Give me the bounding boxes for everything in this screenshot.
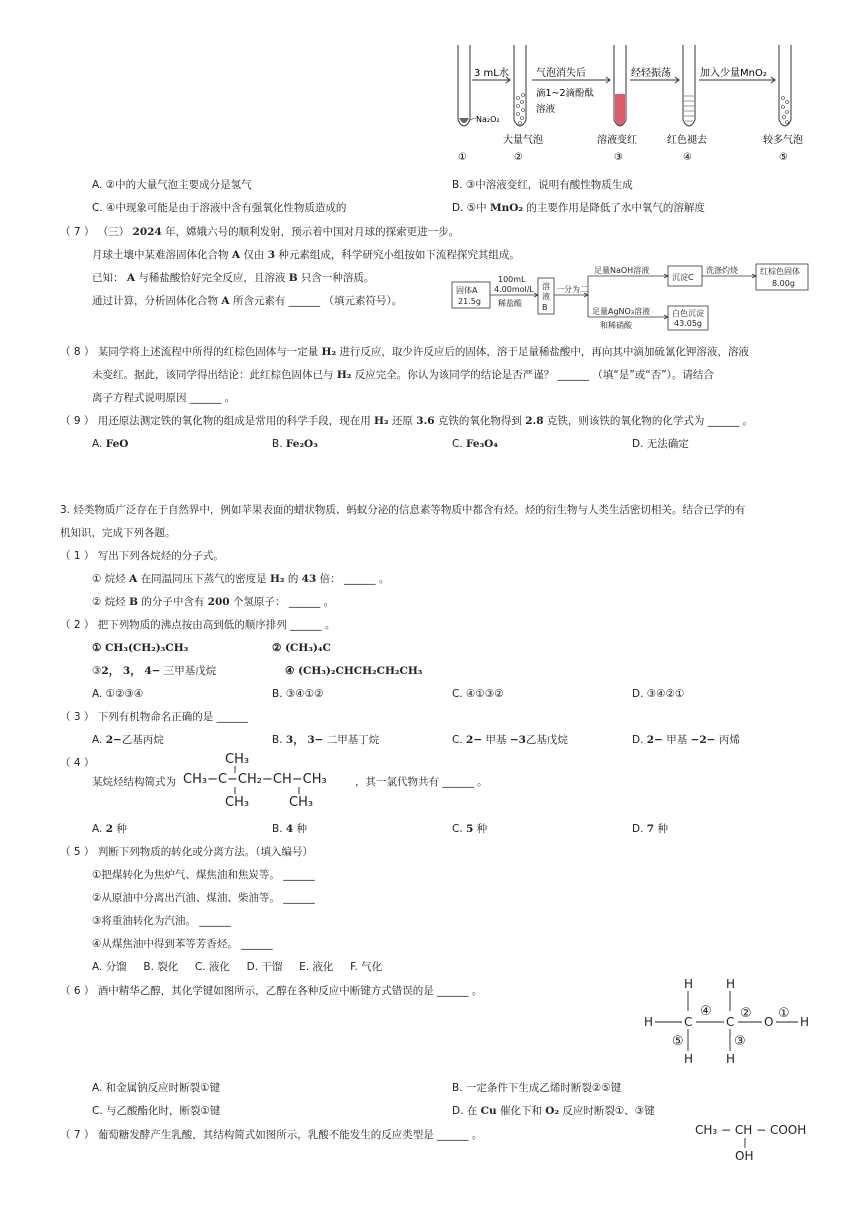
p3-q1: （ 1 ） 写出下列各烷烃的分子式。 (60, 550, 224, 562)
q9-choice-b[interactable]: B. Fe₂O₃ (272, 438, 318, 450)
ethanol-o: O (764, 1015, 774, 1029)
tube1-num: ① (458, 152, 467, 163)
flow-mass-a: 21.5g (458, 297, 481, 306)
ethanol-h-bot1: H (684, 1052, 694, 1066)
flow-heat: 洗涤灼烧 (706, 266, 738, 275)
p3-q6-choice-b[interactable]: B. 一定条件下生成乙烯时断裂②⑤键 (452, 1082, 622, 1094)
fig1-reagent: Na₂O₂ (476, 115, 500, 124)
tube4-num: ④ (683, 152, 692, 163)
p3-q6-choice-a[interactable]: A. 和金属钠反应时断裂①键 (92, 1082, 221, 1094)
p3-q3-choice-a[interactable]: A. 2−乙基丙烷 (92, 734, 164, 746)
flow-solid-a: 固体A (456, 286, 478, 295)
flow-chart (450, 262, 815, 332)
q7-line1: （ 7 ） （三） 2024 年，嫦娥六号的顺利发射，预示着中国对月球的探索更进一步。 (60, 226, 460, 238)
flow-red-mass: 8.00g (772, 279, 795, 288)
tube4-label: 红色褪去 (667, 135, 707, 146)
p3-q4-stem-a: 某烷烃结构简式为 (92, 776, 176, 788)
tube-experiment-figure (448, 40, 848, 165)
fig1-step1: 3 mL水 (474, 68, 509, 79)
p3-q4-stem-b: ，其一氯代物共有 ______ 。 (355, 776, 488, 788)
flow-acid-conc: 4.00mol/L (494, 285, 534, 294)
flow-white-solid: 白色沉淀 (672, 309, 704, 318)
flow-acid-vol: 100mL (498, 275, 526, 284)
p3-q5-item4: ④从煤焦油中得到苯等芳香烃。 ______ (92, 938, 273, 950)
q6-choice-b[interactable]: B. ③中溶液变红，说明有酸性物质生成 (452, 179, 633, 191)
q7-line4: 通过计算，分析固体化合物 A 所含元素有 ______ （填元素符号）。 (92, 295, 403, 307)
p3-q6: （ 6 ） 酒中精华乙醇，其化学键如图所示，乙醇在各种反应中断键方式错误的是 ______ 。 (60, 985, 483, 997)
p3-q5-item1: ①把煤转化为焦炉气、煤焦油和焦炭等。 ______ (92, 869, 315, 881)
p3-q1b: ② 烷烃 B 的分子中含有 200 个氢原子： ______ 。 (92, 596, 335, 608)
p3-q2-choice-b[interactable]: B. ③④①② (272, 688, 324, 700)
lactic-oh: OH (735, 1149, 754, 1163)
ethanol-h-top1: H (684, 977, 694, 991)
q8-line2: 未变红。据此，该同学得出结论：此红棕色固体已与 H₂ 反应完全。你认为该同学的结论是否严谨？ ______ （填“是”或“否”）。请结合 (92, 369, 714, 381)
ethanol-c1: C (684, 1015, 693, 1029)
p3-q5: （ 5 ） 判断下列物质的转化或分离方法。（填入编号） (60, 846, 313, 858)
flow-agno3: 足量AgNO₃溶液 (592, 307, 651, 316)
ethanol-c2: C (726, 1015, 735, 1029)
p3-q2-choice-a[interactable]: A. ①②③④ (92, 688, 144, 700)
flow-sol-b2: 液 (542, 292, 550, 301)
p3-q3-choice-b[interactable]: B. 3， 3− 二甲基丁烷 (272, 734, 380, 746)
alkane-structure (183, 750, 353, 810)
alkane-top-ch3: CH₃ (225, 752, 250, 767)
p3-q5-item3: ③将重油转化为汽油。 ______ (92, 915, 231, 927)
flow-white-mass: 43.05g (674, 319, 702, 328)
alkane-bot-ch3-2: CH₃ (289, 795, 314, 810)
q8-line3: 离子方程式说明原因 ______ 。 (92, 392, 236, 404)
p3-intro-line2: 机知识，完成下列各题。 (60, 527, 176, 539)
flow-acid: 稀盐酸 (498, 299, 522, 308)
lactic-acid-structure (695, 1120, 820, 1165)
q6-choice-a[interactable]: A. ②中的大量气泡主要成分是氢气 (92, 179, 252, 191)
p3-q4-choice-c[interactable]: C. 5 种 (452, 823, 488, 835)
q9-stem: （ 9 ） 用还原法测定铁的氧化物的组成是常用的科学手段，现在用 H₂ 还原 3.6 克铁的氧化物得到 2.8 克铁，则该铁的氧化物的化学式为 ______ 。 (60, 415, 754, 427)
flow-sol-b3: B (542, 303, 548, 312)
fig1-step3: 经轻振荡 (631, 68, 671, 79)
bond-num-4: ④ (700, 1004, 712, 1019)
q7-line2: 月球土壤中某难溶固体化合物 A 仅由 3 种元素组成，科学研究小组按如下流程探究其组成。 (92, 249, 520, 261)
q7-line3: 已知： A 与稀盐酸恰好完全反应，且溶液 B 只含一种溶质。 (92, 272, 375, 284)
p3-q3-choice-c[interactable]: C. 2− 甲基 −3乙基戊烷 (452, 734, 568, 746)
p3-q2-item1: ① CH₃(CH₂)₃CH₃ (92, 642, 189, 654)
p3-q1a: ① 烷烃 A 在同温同压下蒸气的密度是 H₂ 的 43 倍： ______ 。 (92, 573, 390, 585)
fig1-step4: 加入少量MnO₂ (700, 68, 767, 79)
tube2-label: 大量气泡 (503, 135, 543, 146)
flow-sol-b1: 溶 (542, 282, 550, 291)
p3-intro-line1: 3. 烃类物质广泛存在于自然界中，例如苹果表面的蜡状物质、蚂蚁分泌的信息素等物质中都含有烃。烃的衍生物与人类生活密切相关。结合已学的有 (60, 504, 746, 516)
p3-q4-choice-b[interactable]: B. 4 种 (272, 823, 308, 835)
fig1-step2b: 滴1~2滴酚酞 (536, 88, 595, 99)
bond-num-1: ① (778, 1006, 790, 1021)
p3-q2-choice-c[interactable]: C. ④①③② (452, 688, 504, 700)
p3-q4-choice-a[interactable]: A. 2 种 (92, 823, 127, 835)
p3-q2-item2: ② (CH₃)₄C (272, 642, 331, 654)
p3-q2-choice-d[interactable]: D. ③④②① (632, 688, 685, 700)
fig1-step2a: 气泡消失后 (536, 68, 586, 79)
q6-choice-d[interactable]: D. ⑤中 MnO₂ 的主要作用是降低了水中氧气的溶解度 (452, 202, 705, 214)
ethanol-h-left: H (644, 1015, 654, 1029)
p3-q4-choice-d[interactable]: D. 7 种 (632, 823, 668, 835)
q9-choice-c[interactable]: C. Fe₃O₄ (452, 438, 498, 450)
alkane-main-chain: CH₃−C−CH₂−CH−CH₃ (183, 772, 327, 787)
tube5-label: 较多气泡 (763, 135, 803, 146)
lactic-main-chain: CH₃ − CH − COOH (695, 1123, 807, 1137)
flow-red-solid: 红棕色固体 (760, 267, 800, 276)
fig1-step2c: 溶液 (536, 104, 556, 115)
q9-choice-d[interactable]: D. 无法确定 (632, 438, 689, 450)
p3-q6-choice-d[interactable]: D. 在 Cu 催化下和 O₂ 反应时断裂①、③键 (452, 1105, 655, 1117)
ethanol-bond-figure (640, 975, 820, 1070)
tube3-num: ③ (614, 152, 623, 163)
tube5-num: ⑤ (779, 152, 788, 163)
q6-choice-c[interactable]: C. ④中现象可能是由于溶液中含有强氧化性物质造成的 (92, 202, 347, 214)
ethanol-h-bot2: H (726, 1052, 736, 1066)
ethanol-h-right: H (800, 1015, 810, 1029)
bond-num-2: ② (740, 1006, 752, 1021)
flow-hno3: 和稀硝酸 (600, 321, 632, 330)
p3-q7: （ 7 ） 葡萄糖发酵产生乳酸，其结构简式如图所示，乳酸不能发生的反应类型是 ______ 。 (60, 1129, 483, 1141)
flow-ppt: 沉淀C (672, 273, 694, 282)
tube3-label: 溶液变红 (597, 135, 637, 146)
p3-q6-choice-c[interactable]: C. 与乙酸酯化时，断裂①键 (92, 1105, 221, 1117)
flow-split: 一分为二 (556, 285, 588, 294)
p3-q5-options: A. 分馏 B. 裂化 C. 液化 D. 干馏 E. 液化 F. 气化 (92, 961, 383, 973)
p3-q2-item4: ④ (CH₃)₂CHCH₂CH₂CH₃ (285, 665, 423, 677)
q8-line1: （ 8 ） 某同学将上述流程中所得的红棕色固体与一定量 H₂ 进行反应，取少许反应后的固体，溶于足量稀盐酸中，再向其中滴加硫氰化钾溶液，溶液 (60, 346, 749, 358)
flow-naoh: 足量NaOH溶液 (594, 266, 650, 275)
alkane-bot-ch3-1: CH₃ (225, 795, 250, 810)
p3-q2: （ 2 ） 把下列物质的沸点按由高到低的顺序排列 ______ 。 (60, 619, 336, 631)
p3-q3: （ 3 ） 下列有机物命名正确的是 ______ (60, 711, 249, 723)
tube2-num: ② (514, 152, 523, 163)
p3-q3-choice-d[interactable]: D. 2− 甲基 −2− 丙烯 (632, 734, 740, 746)
bond-num-3: ③ (734, 1034, 746, 1049)
p3-q5-item2: ②从原油中分离出汽油、煤油、柴油等。 ______ (92, 892, 315, 904)
p3-q2-item3: ③2， 3， 4− 三甲基戊烷 (92, 665, 217, 677)
q9-choice-a[interactable]: A. FeO (92, 438, 129, 450)
p3-q4: （ 4 ） (60, 757, 95, 769)
bond-num-5: ⑤ (672, 1034, 684, 1049)
ethanol-h-top2: H (726, 977, 736, 991)
